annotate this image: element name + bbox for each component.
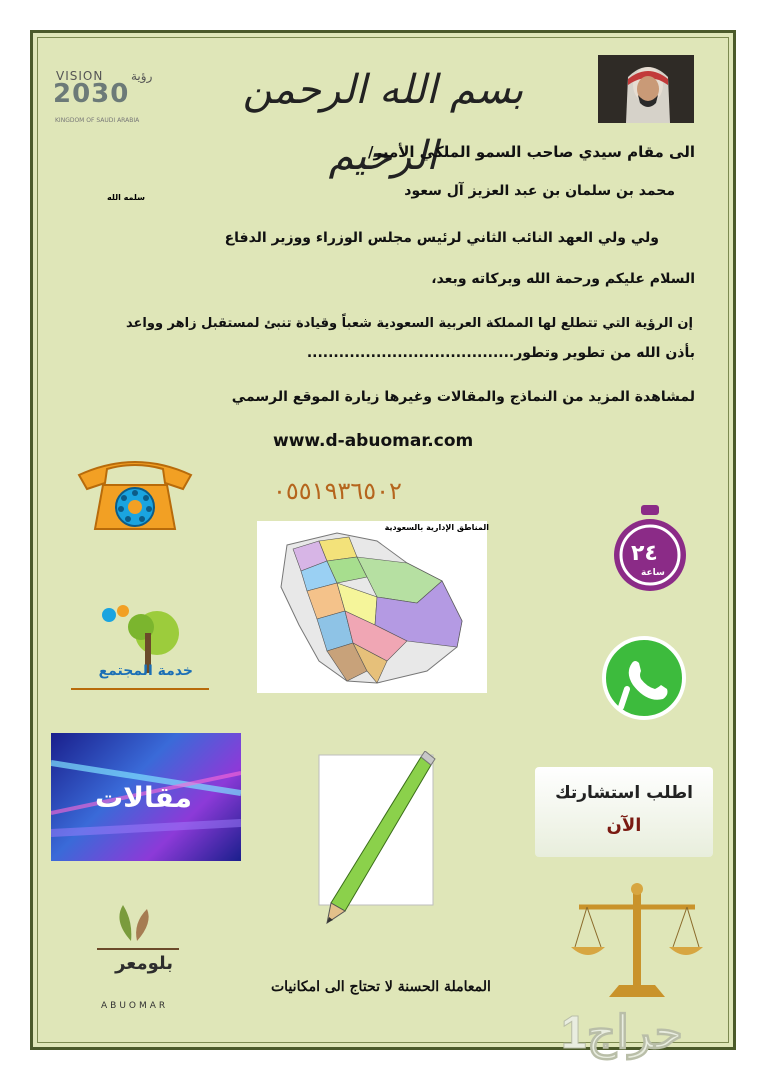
community-service-logo: [63, 593, 213, 693]
consult-line-1: اطلب استشارتك: [555, 783, 693, 803]
website-link[interactable]: www.d-abuomar.com: [273, 431, 474, 451]
vision-kingdom: KINGDOM OF SAUDI ARABIA: [55, 117, 140, 124]
letter-line-2: محمد بن سلمان بن عبد العزيز آل سعود: [404, 183, 675, 199]
whatsapp-icon[interactable]: [599, 633, 689, 723]
body-line-1: إن الرؤية التي تتطلع لها المملكة العربية السعودية شعباً وقيادة تنبئ لمستقبل زاهر وواعد: [126, 316, 693, 331]
greeting: السلام عليكم ورحمة الله وبركاته وبعد،: [431, 271, 695, 287]
map-title: المناطق الإدارية بالسعودية: [384, 523, 489, 532]
abuomar-logo: [83, 901, 193, 1021]
hours-label: ساعة: [641, 568, 665, 578]
honorific: سلمه الله: [107, 193, 145, 202]
vision-arabic: رؤية: [131, 69, 153, 83]
basmala-calligraphy: بسم الله الرحمن الرحيم: [242, 67, 524, 179]
hours-24-icon: [607, 503, 693, 595]
visit-line: لمشاهدة المزيد من النماذج والمقالات وغيرها زيارة الموقع الرسمي: [231, 389, 695, 405]
footer-quote: المعاملة الحسنة لا تحتاج الى امكانيات: [271, 979, 491, 995]
telephone-icon: [75, 455, 195, 533]
vision-word: VISION: [56, 69, 104, 83]
vision-2030-logo: [51, 69, 176, 129]
scales-icon: [569, 881, 705, 1001]
vision-year: 2030: [53, 79, 130, 109]
articles-label: مقالات: [95, 781, 192, 814]
letter-line-1: الى مقام سيدي صاحب السمو الملكي الأمير/: [368, 143, 695, 161]
articles-banner[interactable]: [51, 733, 241, 861]
pencil-paper-icon: [317, 751, 439, 939]
consult-button[interactable]: [535, 767, 713, 857]
logo-latin: ABUOMAR: [101, 1001, 169, 1011]
phone-number[interactable]: ٠٥٥١٩٣٦٥٠٢: [273, 477, 402, 505]
hours-number: ٢٤: [631, 541, 658, 566]
body-line-2: بأذن الله من تطوير وتطور.......................................: [306, 345, 695, 361]
consult-line-2: الآن: [606, 815, 642, 836]
haraj-watermark: حراج1: [561, 1006, 683, 1058]
portrait-photo: [598, 55, 694, 123]
letter-line-3: ولي ولي العهد النائب الثاني لرئيس مجلس الوزراء ووزير الدفاع: [224, 230, 659, 246]
saudi-regions-map: [257, 521, 487, 693]
letter-page: [30, 30, 736, 1058]
community-label: خدمة المجتمع: [98, 663, 193, 679]
logo-arabic: بلومعر: [115, 953, 173, 974]
